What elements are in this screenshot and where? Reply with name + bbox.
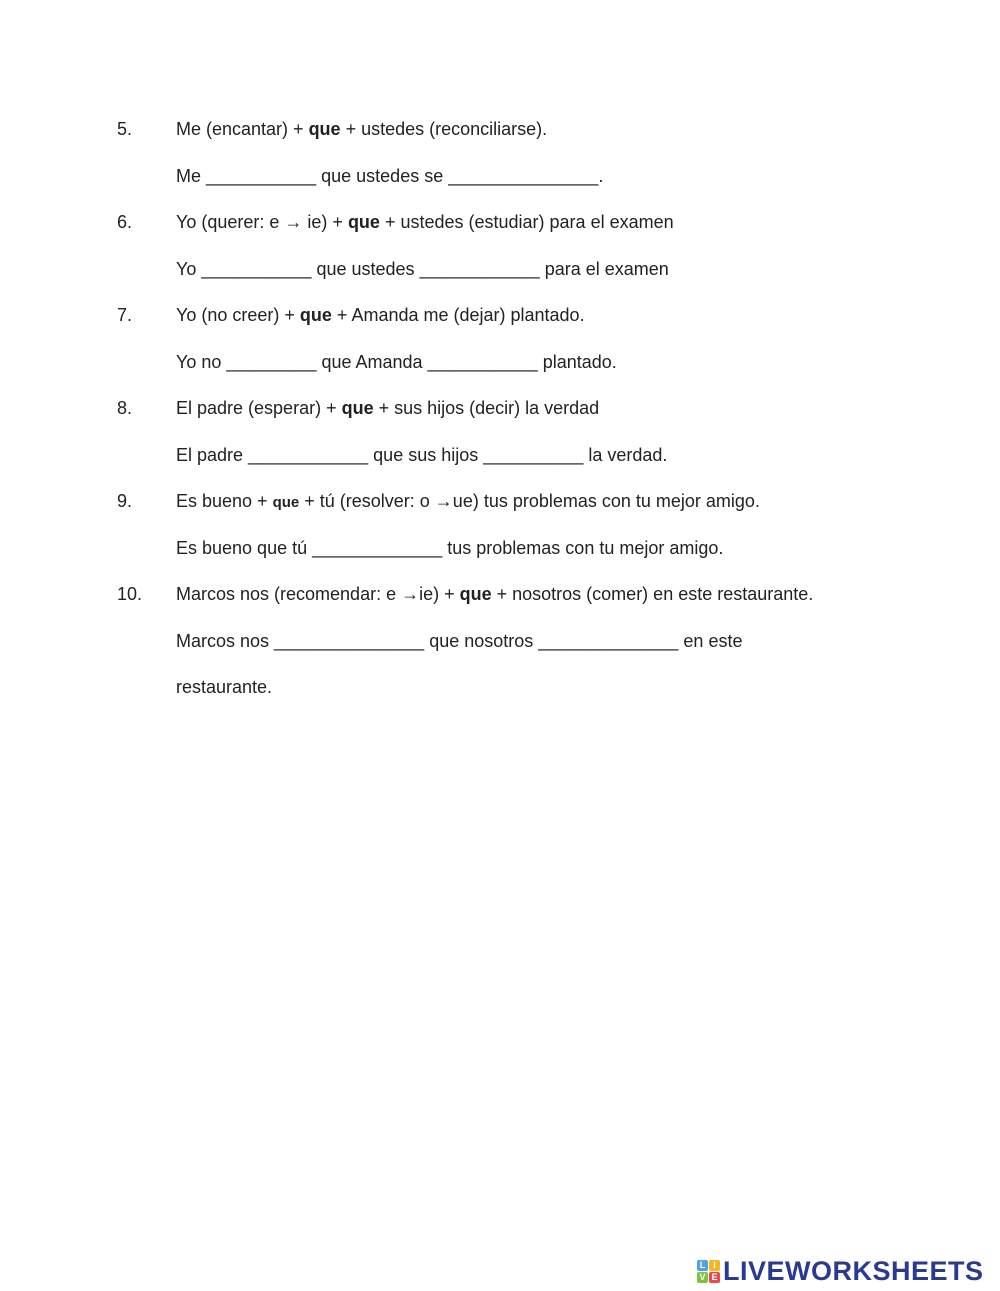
question-prompt: Marcos nos (recomendar: e →ie) + que + nosotros (comer) en este restaurante. xyxy=(176,584,814,604)
live-blocks-icon: L I V E xyxy=(697,1260,720,1283)
question-number: 5. xyxy=(117,119,133,139)
question-prompt: Es bueno + que + tú (resolver: o →ue) tus problemas con tu mejor amigo. xyxy=(176,491,760,511)
answer-sentence: El padre ____________ que sus hijos __________ la verdad. xyxy=(176,445,668,465)
answer-sentence: Yo no _________ que Amanda ___________ plantado. xyxy=(176,352,617,372)
answer-sentence: Yo ___________ que ustedes ____________ para el examen xyxy=(176,259,669,279)
answer-sentence-continuation: restaurante. xyxy=(176,677,273,697)
question-prompt: El padre (esperar) + que + sus hijos (decir) la verdad xyxy=(176,398,600,418)
liveworksheets-logo xyxy=(697,1254,984,1288)
question-number: 6. xyxy=(117,212,133,232)
question-number: 8. xyxy=(117,398,133,418)
logo-text: LIVEWORKSHEETS xyxy=(723,1255,984,1286)
answer-sentence: Me ___________ que ustedes se _______________. xyxy=(176,166,604,186)
question-prompt: Yo (querer: e → ie) + que + ustedes (estudiar) para el examen xyxy=(176,212,674,232)
question-number: 10. xyxy=(117,584,143,604)
question-number: 7. xyxy=(117,305,133,325)
question-prompt: Me (encantar) + que + ustedes (reconciliarse). xyxy=(176,119,548,139)
question-number: 9. xyxy=(117,491,133,511)
question-prompt: Yo (no creer) + que + Amanda me (dejar) plantado. xyxy=(176,305,585,325)
answer-sentence: Marcos nos _______________ que nosotros ______________ en este xyxy=(176,631,743,651)
answer-sentence: Es bueno que tú _____________ tus problemas con tu mejor amigo. xyxy=(176,538,724,558)
